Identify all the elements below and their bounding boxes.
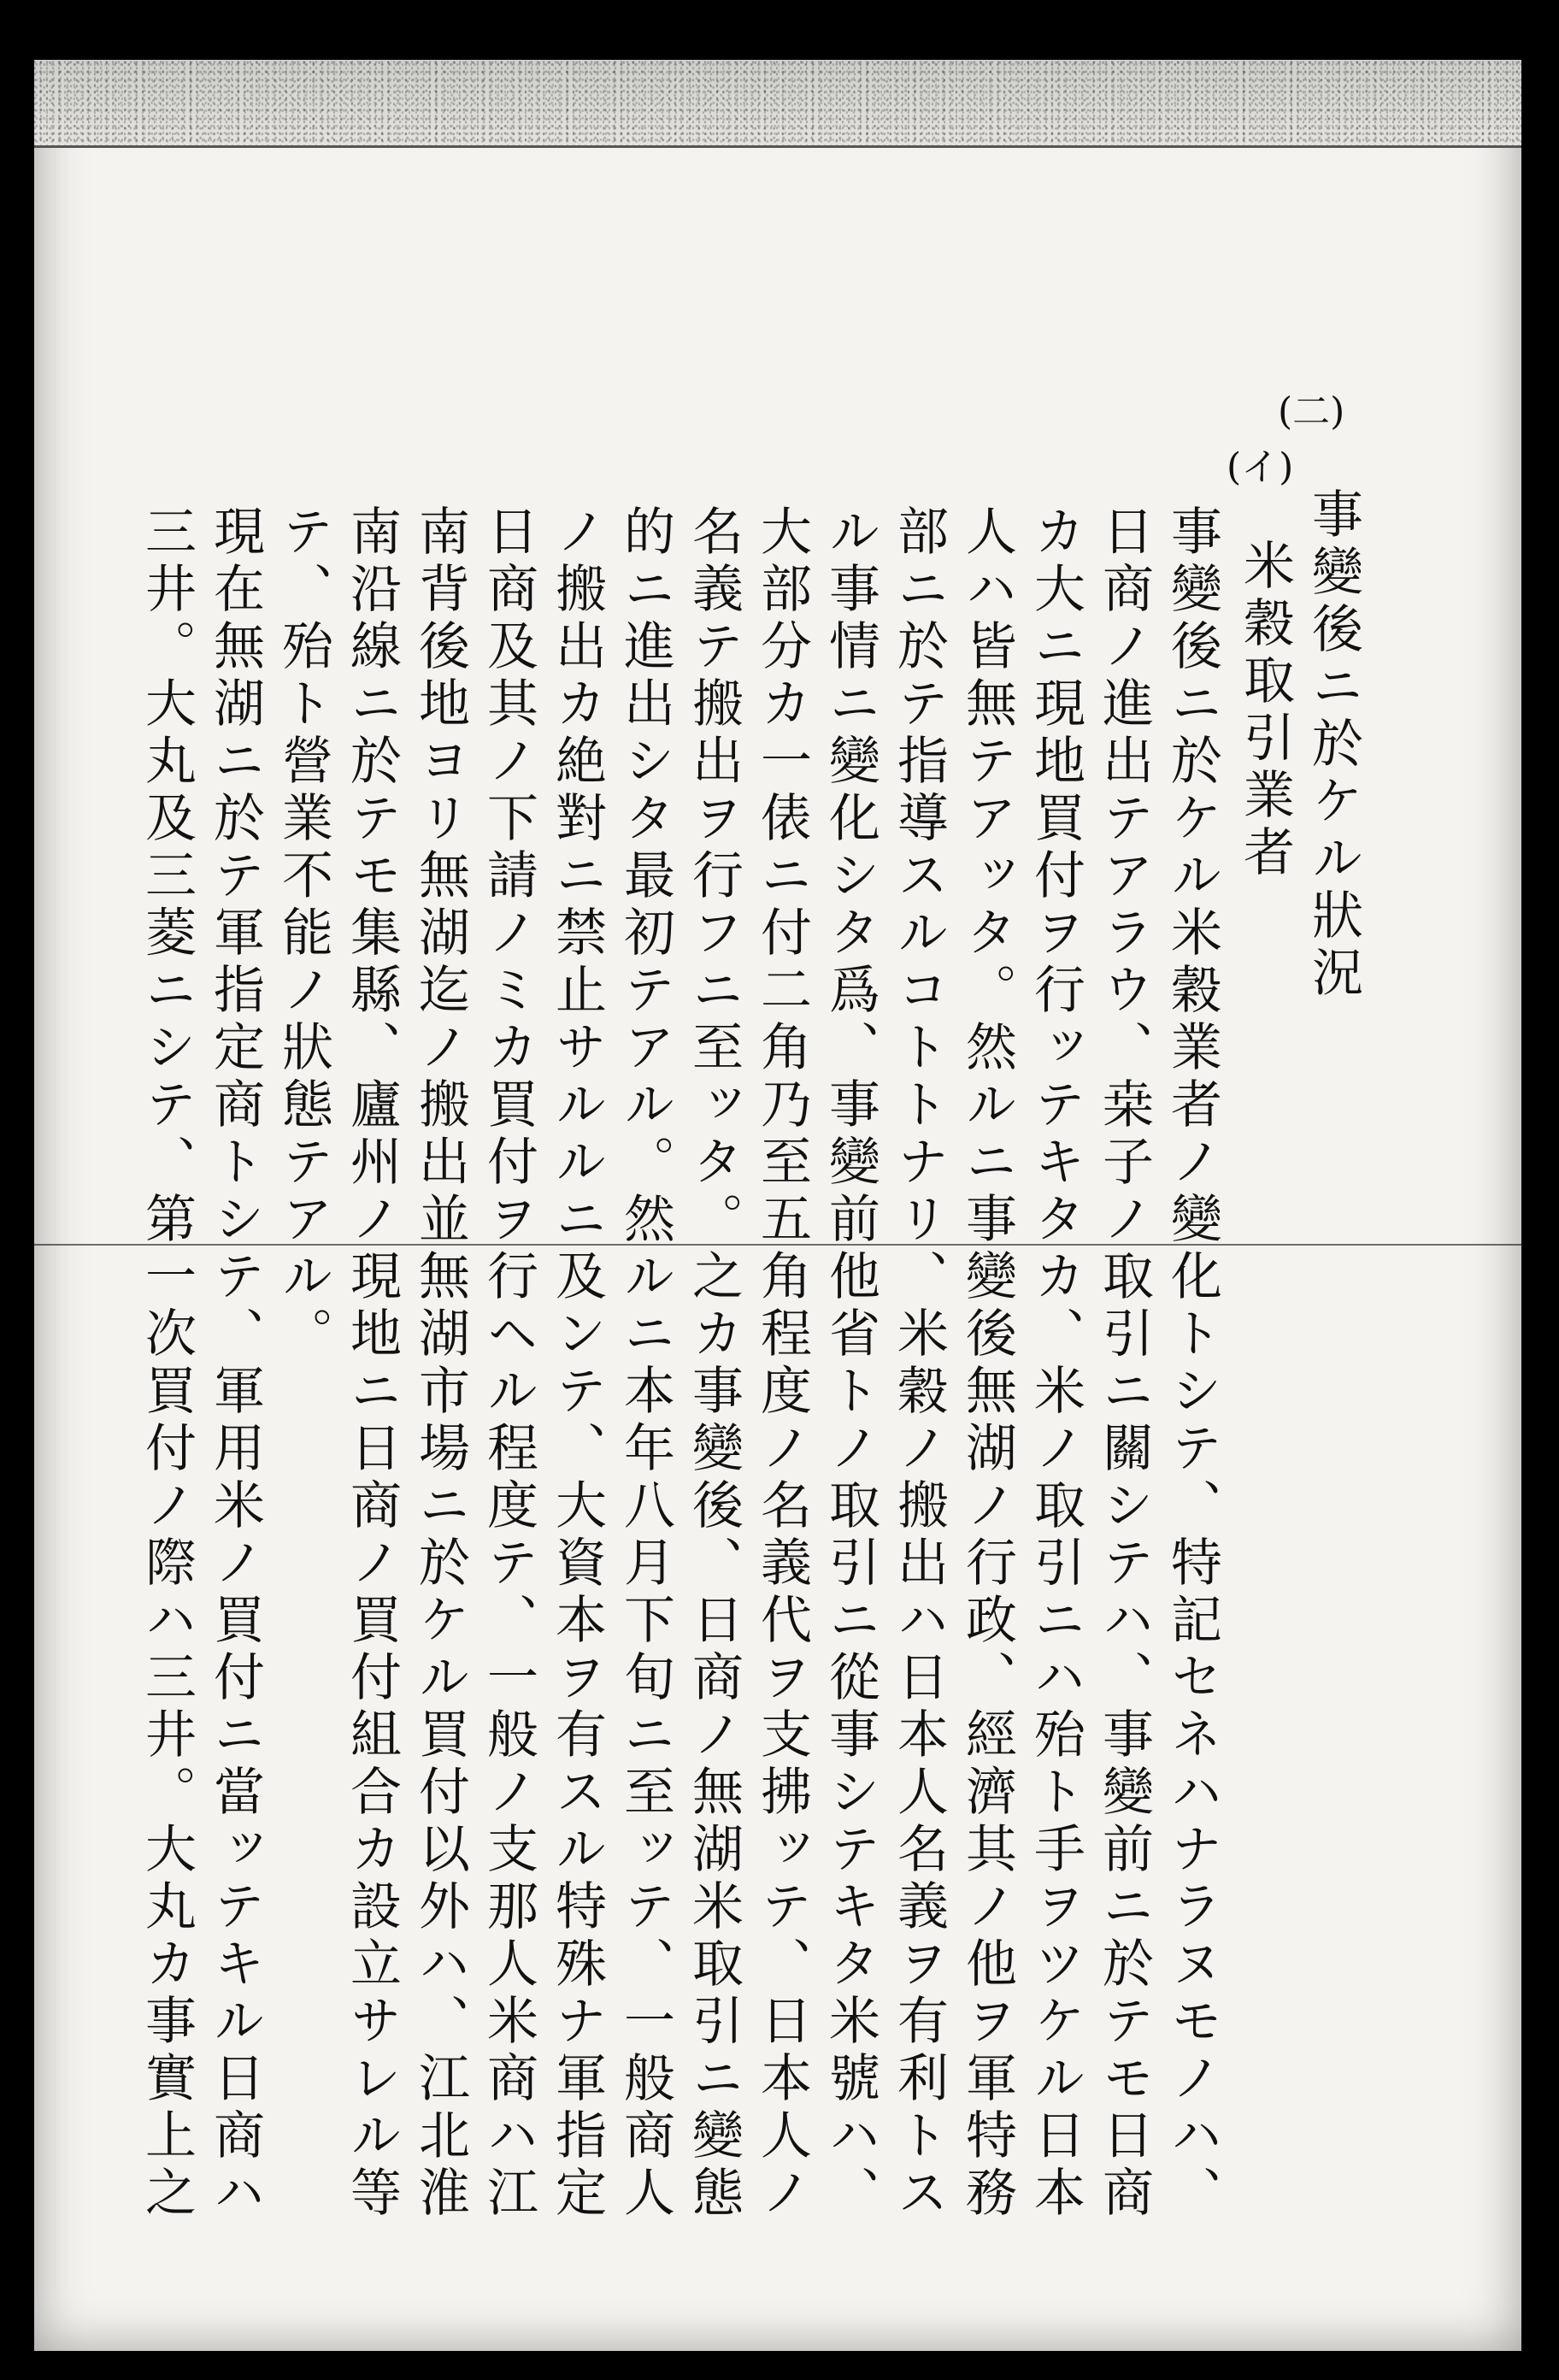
text-column-12: 南背後地ヨリ無湖迄ノ搬出並無湖市場ニ於ケル買付以外ハ、江北淮 (410, 504, 470, 2223)
section-title: 事變後ニ於ケル狀況 (1303, 487, 1363, 1003)
section-marker: (二) (1278, 390, 1345, 433)
sub-marker: (イ) (1227, 445, 1294, 489)
text-column-9: 的ニ進出シタ最初テアル。然ルニ本年八月下旬ニ至ッテ、一般商人 (615, 504, 675, 2223)
text-column-2: 日商ノ進出テアラウ、桒子ノ取引ニ關シテハ、事變前ニ於テモ日商 (1094, 504, 1154, 2223)
text-column-7: 大部分カ一俵ニ付二角乃至五角程度ノ名義代ヲ支拂ッテ、日本人ノ (752, 504, 812, 2223)
text-column-8: 名義テ搬出ヲ行フニ至ッタ。之カ事變後、日商ノ無湖米取引ニ變態 (684, 504, 744, 2223)
text-column-11: 日商及其ノ下請ノミカ買付ヲ行ヘル程度テ、一般ノ支那人米商ハ江 (479, 504, 538, 2223)
text-column-14: テ、殆ト營業不能ノ狀態テアル。 (274, 504, 333, 1364)
text-column-3: カ大ニ現地買付ヲ行ッテキタカ、米ノ取引ニハ殆ト手ヲツケル日本 (1026, 504, 1085, 2223)
text-column-15: 現在無湖ニ於テ軍指定商トシテ、軍用米ノ買付ニ當ッテキル日商ハ (205, 504, 265, 2223)
document-page (34, 60, 1521, 2351)
sub-title: 米穀取引業者 (1235, 539, 1295, 882)
text-column-13: 南沿線ニ於テモ集縣、廬州ノ現地ニ日商ノ買付組合カ設立サレル等 (342, 504, 402, 2223)
text-column-10: ノ搬出カ絶對ニ禁止サルルニ及ンテ、大資本ヲ有スル特殊ナ軍指定 (547, 504, 607, 2223)
text-column-6: ル事情ニ變化シタ爲、事變前他省トノ取引ニ從事シテキタ米號ハ、 (821, 504, 880, 2223)
header-rule (34, 145, 1521, 148)
page-top-band (34, 60, 1521, 145)
text-column-1: 事變後ニ於ケル米穀業者ノ變化トシテ、特記セネハナラヌモノハ、 (1162, 504, 1222, 2223)
text-column-16: 三井。大丸及三菱ニシテ、第一次買付ノ際ハ三井。大丸カ事實上之 (137, 504, 197, 2223)
text-column-4: 人ハ皆無テアッタ。然ルニ事變後無湖ノ行政、經濟其ノ他ヲ軍特務 (957, 504, 1017, 2223)
text-column-5: 部ニ於テ指導スルコトトナリ、米穀ノ搬出ハ日本人名義ヲ有利トス (889, 504, 949, 2223)
